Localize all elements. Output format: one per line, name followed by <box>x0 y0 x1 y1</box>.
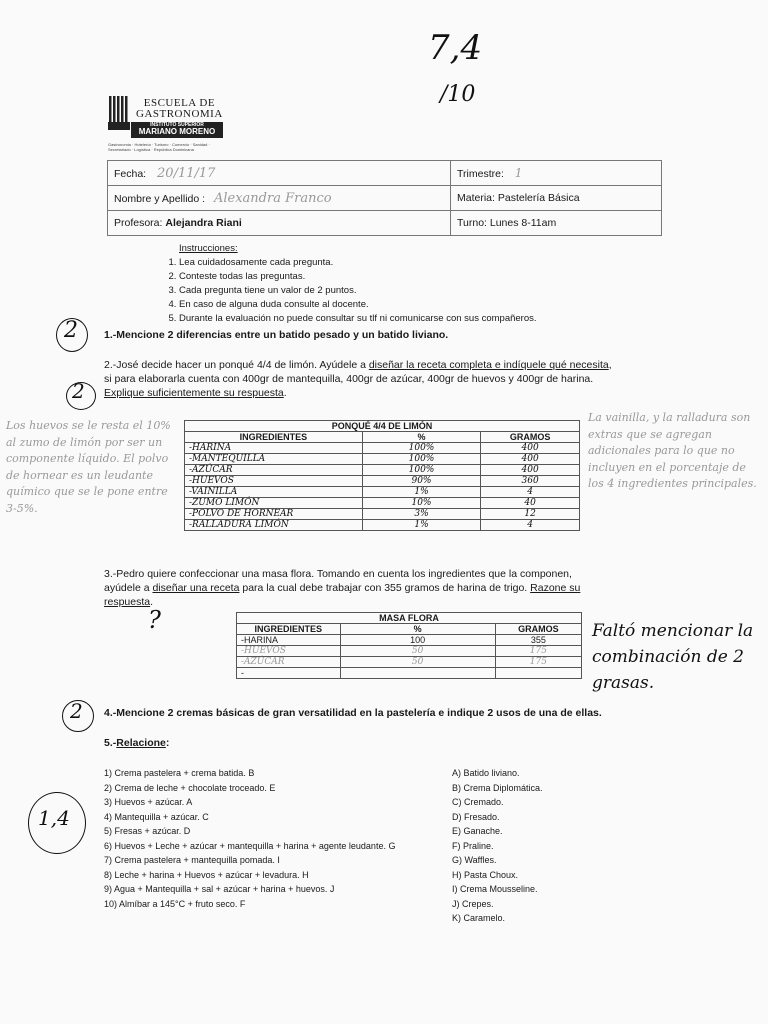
list-item: 8) Leche + harina + Huevos + azúcar + levadura. H <box>104 869 309 880</box>
turno-cell: Turno: Lunes 8-11am <box>451 211 662 236</box>
list-item: B) Crema Diplomática. <box>452 782 543 793</box>
instruction-item: 3. Cada pregunta tiene un valor de 2 puntos. <box>179 284 537 298</box>
nombre-cell: Nombre y Apellido : Alexandra Franco <box>108 186 451 211</box>
relate-left-column <box>104 766 395 911</box>
list-item: G) Waffles. <box>452 855 497 865</box>
table-row: -POLVO DE HORNEAR 3% 12 <box>185 509 580 520</box>
list-item: 10) Almíbar a 145°C + fruto seco. F <box>104 898 246 909</box>
list-item: 9) Agua + Mantequilla + sal + azúcar + harina + huevos. J <box>104 884 335 894</box>
profesora-cell: Profesora: Alejandra Riani <box>108 211 451 236</box>
fecha-cell: Fecha: 20/11/17 <box>108 161 451 186</box>
list-item: F) Praline. <box>452 840 494 851</box>
table-row: -AZÚCAR 50 175 <box>237 657 582 668</box>
q2-note-left: Los huevos se le resta el 10% al zumo de limón por ser un componente líquido. El polvo de hornear es un leudante químico que se le pone entre 3-5%. <box>6 419 171 515</box>
list-item: 3) Huevos + azúcar. A <box>104 797 193 807</box>
question-3: 3.-Pedro quiere confeccionar una masa flora. Tomando en cuenta los ingredientes que la componen, ayúdele a diseñar una receta para la cual debe trabajar con 355 gramos de harina de trigo. Razone su respuesta. <box>104 568 581 608</box>
list-item: 7) Crema pastelera + mantequilla pomada. I <box>104 855 280 865</box>
relate-right-column <box>452 766 543 926</box>
nombre-value: Alexandra Franco <box>213 190 332 206</box>
table-row: -HUEVOS 90% 360 <box>185 476 580 487</box>
instruction-item: 1. Lea cuidadosamente cada pregunta. <box>179 256 537 270</box>
table-row: -ZUMO LIMÓN 10% 40 <box>185 498 580 509</box>
list-item: C) Cremado. <box>452 797 504 807</box>
table-row: -RALLADURA LIMÓN 1% 4 <box>185 520 580 531</box>
school-name: ESCUELA DE GASTRONOMIA <box>136 97 223 120</box>
list-item: 5) Fresas + azúcar. D <box>104 826 191 836</box>
school-logo-icon <box>108 96 130 130</box>
list-item: 6) Huevos + Leche + azúcar + mantequilla + harina + agente leudante. G <box>104 840 396 851</box>
table-row: -VAINILLA 1% 4 <box>185 487 580 498</box>
materia-cell: Materia: Pastelería Básica <box>451 186 662 211</box>
table-row: -HUEVOS 50 175 <box>237 646 582 657</box>
masa-flora-table: MASA FLORA INGREDIENTES % GRAMOS -HARINA 100 355 -HUEVOS 50 175 -AZÚCAR 50 175 - <box>236 612 582 679</box>
instruction-item: 2. Conteste todas las preguntas. <box>179 270 537 284</box>
q1-score: 2 <box>64 318 78 343</box>
q2-score: 2 <box>72 379 85 403</box>
list-item: I) Crema Mousseline. <box>452 884 538 894</box>
trimestre-value: 1 <box>514 166 523 180</box>
list-item: J) Crepes. <box>452 898 494 909</box>
q3-comment: Faltó mencionar la combinación de 2 grasas. <box>592 621 754 693</box>
question-2: 2.-José decide hacer un ponqué 4/4 de limón. Ayúdele a diseñar la receta completa e indíquele qué necesita, si para elaborarla cuenta con 400gr de mantequilla, 400gr de azúcar, 400gr de huevos y 400gr de harina. Explique suficientemente su respuesta. <box>104 359 612 399</box>
masa-flora-title: MASA FLORA <box>237 613 582 624</box>
table-row: -AZÚCAR 100% 400 <box>185 465 580 476</box>
instructions: Instrucciones: 1. Lea cuidadosamente cada pregunta. 2. Conteste todas las preguntas. 3. Cada pregunta tiene un valor de 2 puntos. 4. En caso de alguna duda consulte al docente. 5. Durante la evaluación no puede consultar su tlf ni comunicarse con sus compañeros. <box>155 242 537 326</box>
q3-mark: ? <box>148 606 161 634</box>
school-tagline: Gastronomia · Hotelería · Turismo · Comercio · Sanidad · Secretariado · Logística · República Dominicana <box>108 142 210 152</box>
table-row: -HARINA 100 355 <box>237 635 582 646</box>
list-item: 4) Mantequilla + azúcar. C <box>104 811 209 822</box>
list-item: K) Caramelo. <box>452 913 506 923</box>
table-row: -HARINA 100% 400 <box>185 443 580 454</box>
grade-score: 7,4 <box>428 28 483 68</box>
q2-note-right: La vainilla, y la ralladura son extras que se agregan adicionales para lo que no incluyen en el porcentaje de los 4 ingredientes principales. <box>588 411 757 490</box>
question-4: 4.-Mencione 2 cremas básicas de gran versatilidad en la pastelería e indique 2 usos de una de ellas. <box>104 707 602 719</box>
list-item: A) Batido liviano. <box>452 768 520 778</box>
ponque-table: PONQUÉ 4/4 DE LIMÓN INGREDIENTES % GRAMOS -HARINA 100% 400 -MANTEQUILLA 100% 400 -AZÚCAR 100% 400 -HUEVOS 90% 360 -VAINILLA 1% 4 -ZUMO LIMÓN 10% 40 -POLVO DE HORNEAR 3% 12 -RALLADURA LIMÓN 1% 4 <box>184 420 580 531</box>
list-item: 1) Crema pastelera + crema batida. B <box>104 768 255 778</box>
school-band: INSTITUTO SUPERIOR MARIANO MORENO <box>131 122 223 138</box>
trimestre-cell: Trimestre: 1 <box>451 161 662 186</box>
q4-score: 2 <box>70 699 83 723</box>
list-item: D) Fresado. <box>452 811 500 822</box>
list-item: 2) Crema de leche + chocolate troceado. E <box>104 782 276 793</box>
list-item: E) Ganache. <box>452 826 503 836</box>
list-item: H) Pasta Choux. <box>452 869 519 880</box>
instruction-item: 4. En caso de alguna duda consulte al docente. <box>179 298 537 312</box>
table-row: - <box>237 668 582 679</box>
fecha-value: 20/11/17 <box>157 165 216 181</box>
ponque-table-title: PONQUÉ 4/4 DE LIMÓN <box>185 421 580 432</box>
grade-fraction: /10 <box>440 82 476 107</box>
question-1: 1.-Mencione 2 diferencias entre un batido pesado y un batido liviano. <box>104 329 449 341</box>
student-info-table <box>107 160 662 236</box>
table-row: -MANTEQUILLA 100% 400 <box>185 454 580 465</box>
question-5-title: 5.-Relacione: <box>104 737 170 749</box>
instruction-item: 5. Durante la evaluación no puede consultar su tlf ni comunicarse con sus compañeros. <box>179 312 537 326</box>
q5-score: 1,4 <box>38 806 70 830</box>
